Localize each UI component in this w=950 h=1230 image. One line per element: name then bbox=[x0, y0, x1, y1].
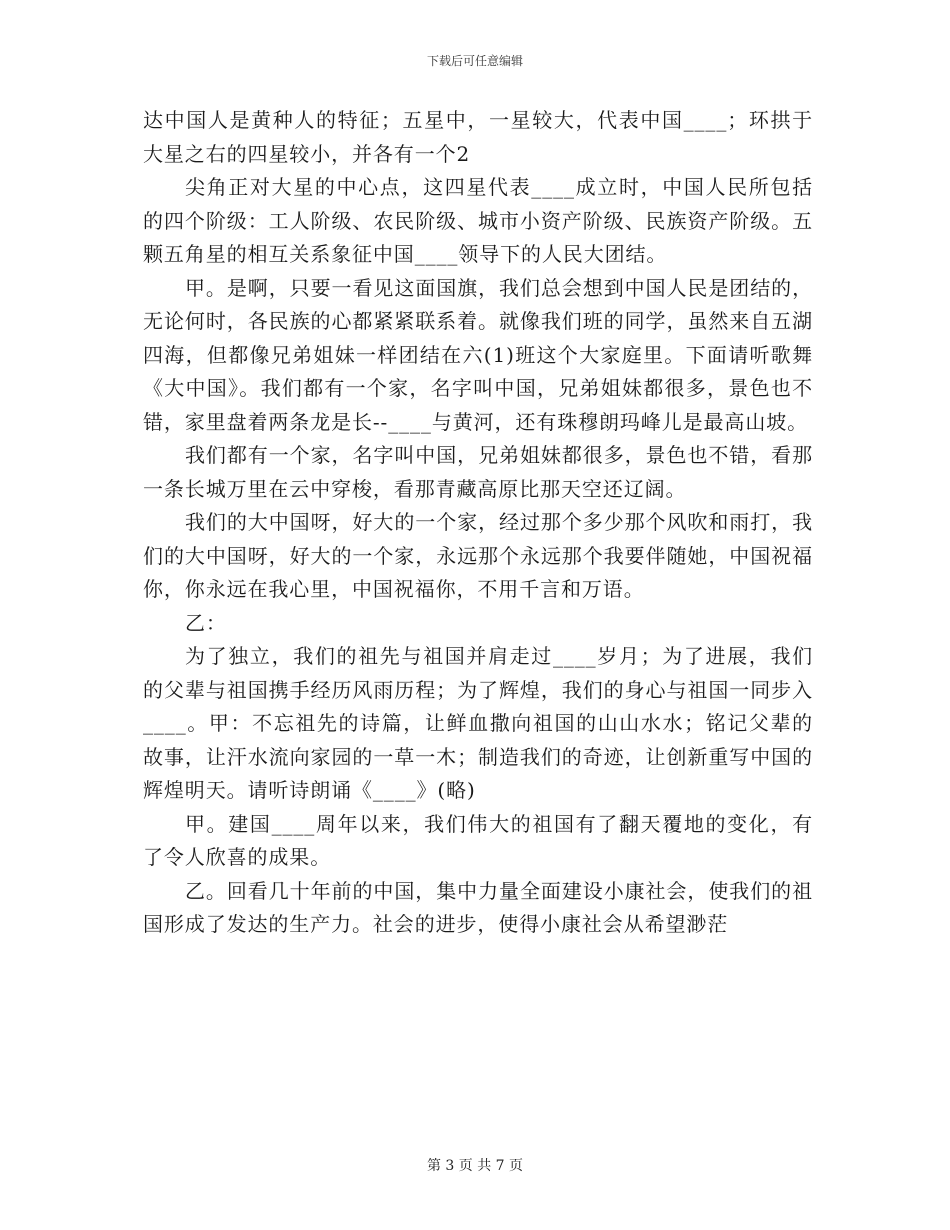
page-number: 第 3 页 共 7 页 bbox=[426, 1158, 524, 1174]
paragraph: 乙： bbox=[185, 610, 227, 635]
paragraph: 乙。回看几十年前的中国，集中力量全面建设小康社会，使我们的祖国形成了发达的生产力。社会的进步，使得小康社会从希望渺茫 bbox=[143, 878, 813, 936]
paragraph: 为了独立，我们的祖先与祖国并肩走过____岁月；为了进展，我们的父辈与祖国携手经历风雨历程；为了辉煌，我们的身心与祖国一同步入____。甲：不忘祖先的诗篇，让鲜血撒向祖国的山山水水；铭记父辈的故事，让汗水流向家园的一草一木；制造我们的奇迹，让创新重写中国的辉煌明天。请听诗朗诵《____》(略) bbox=[143, 644, 813, 802]
paragraph: 达中国人是黄种人的特征；五星中，一星较大，代表中国____；环拱于大星之右的四星较小，并各有一个2 bbox=[143, 108, 813, 166]
document-body bbox=[143, 104, 813, 942]
paragraph: 我们的大中国呀，好大的一个家，经过那个多少那个风吹和雨打，我们的大中国呀，好大的一个家，永远那个永远那个我要伴随她，中国祝福你，你永远在我心里，中国祝福你，不用千言和万语。 bbox=[143, 510, 813, 601]
paragraph: 甲。建国____周年以来，我们伟大的祖国有了翻天覆地的变化，有了令人欣喜的成果。 bbox=[143, 811, 813, 869]
paragraph: 甲。是啊，只要一看见这面国旗，我们总会想到中国人民是团结的，无论何时，各民族的心都紧紧联系着。就像我们班的同学，虽然来自五湖四海，但都像兄弟姐妹一样团结在六(1)班这个大家庭里。下面请听歌舞《大中国》。我们都有一个家，名字叫中国，兄弟姐妹都很多，景色也不错，家里盘着两条龙是长--____与黄河，还有珠穆朗玛峰儿是最高山坡。 bbox=[143, 275, 813, 434]
paragraph: 我们都有一个家，名字叫中国，兄弟姐妹都很多，景色也不错，看那一条长城万里在云中穿梭，看那青藏高原比那天空还辽阔。 bbox=[143, 443, 813, 501]
paragraph: 尖角正对大星的中心点，这四星代表____成立时，中国人民所包括的四个阶级：工人阶级、农民阶级、城市小资产阶级、民族资产阶级。五颗五角星的相互关系象征中国____领导下的人民大团结。 bbox=[143, 175, 813, 266]
page-header: 下载后可任意编辑 bbox=[426, 54, 523, 68]
